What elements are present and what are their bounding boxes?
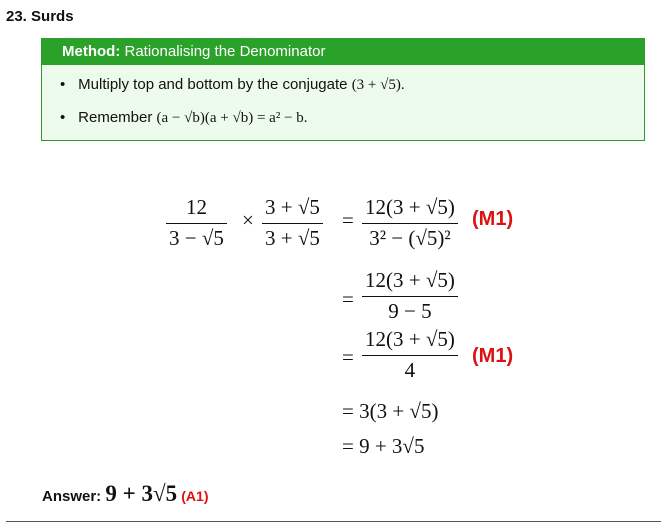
answer-line — [42, 481, 209, 507]
equals-sign: = — [342, 345, 354, 369]
step2-fraction — [362, 268, 458, 324]
equals-sign: = — [342, 208, 354, 232]
bullet-math: (a − √b)(a + √b) = a² − b. — [156, 110, 308, 126]
fraction-numerator: 12(3 + √5) — [365, 268, 455, 292]
fraction-denominator: 3² − (√5)² — [369, 226, 451, 250]
times-sign: × — [242, 208, 254, 232]
accuracy-mark: (A1) — [181, 488, 209, 504]
fraction-denominator: 3 − √5 — [169, 226, 224, 250]
bullet-icon: • — [60, 109, 66, 126]
answer-value: 9 + 3√5 — [105, 481, 178, 506]
fraction-denominator: 3 + √5 — [265, 226, 320, 250]
bullet-icon: • — [60, 76, 66, 93]
answer-label: Answer: — [42, 488, 102, 505]
fraction-denominator: 9 − 5 — [388, 299, 432, 323]
equals-sign: = — [342, 287, 354, 311]
method-heading-text: Rationalising the Denominator — [124, 43, 326, 60]
method-mark: (M1) — [472, 345, 514, 367]
fraction-numerator: 12 — [185, 195, 207, 219]
fraction-numerator: 12(3 + √5) — [365, 327, 455, 351]
bullet-text: Remember — [78, 109, 153, 126]
step3-fraction — [362, 327, 458, 383]
bottom-divider — [6, 521, 661, 522]
method-heading-label: Method: — [62, 43, 121, 60]
fraction-denominator: 4 — [404, 358, 416, 382]
method-box — [41, 38, 645, 141]
question-number: 23. — [6, 8, 27, 25]
lhs-fraction — [166, 195, 227, 251]
step1-fraction — [362, 195, 458, 251]
step5-expression: = 9 + 3√5 — [342, 434, 425, 458]
fraction-numerator: 12(3 + √5) — [365, 195, 455, 219]
question-title: Surds — [31, 8, 74, 25]
question-heading — [6, 8, 74, 25]
bullet-text: Multiply top and bottom by the conjugate — [78, 76, 348, 93]
step4-expression: = 3(3 + √5) — [342, 399, 439, 423]
fraction-numerator: 3 + √5 — [265, 195, 320, 219]
method-bullet — [60, 109, 308, 127]
method-bullet — [60, 76, 405, 94]
conjugate-fraction — [262, 195, 323, 251]
method-mark: (M1) — [472, 208, 514, 230]
bullet-math: (3 + √5). — [351, 77, 405, 93]
method-header — [42, 39, 644, 65]
